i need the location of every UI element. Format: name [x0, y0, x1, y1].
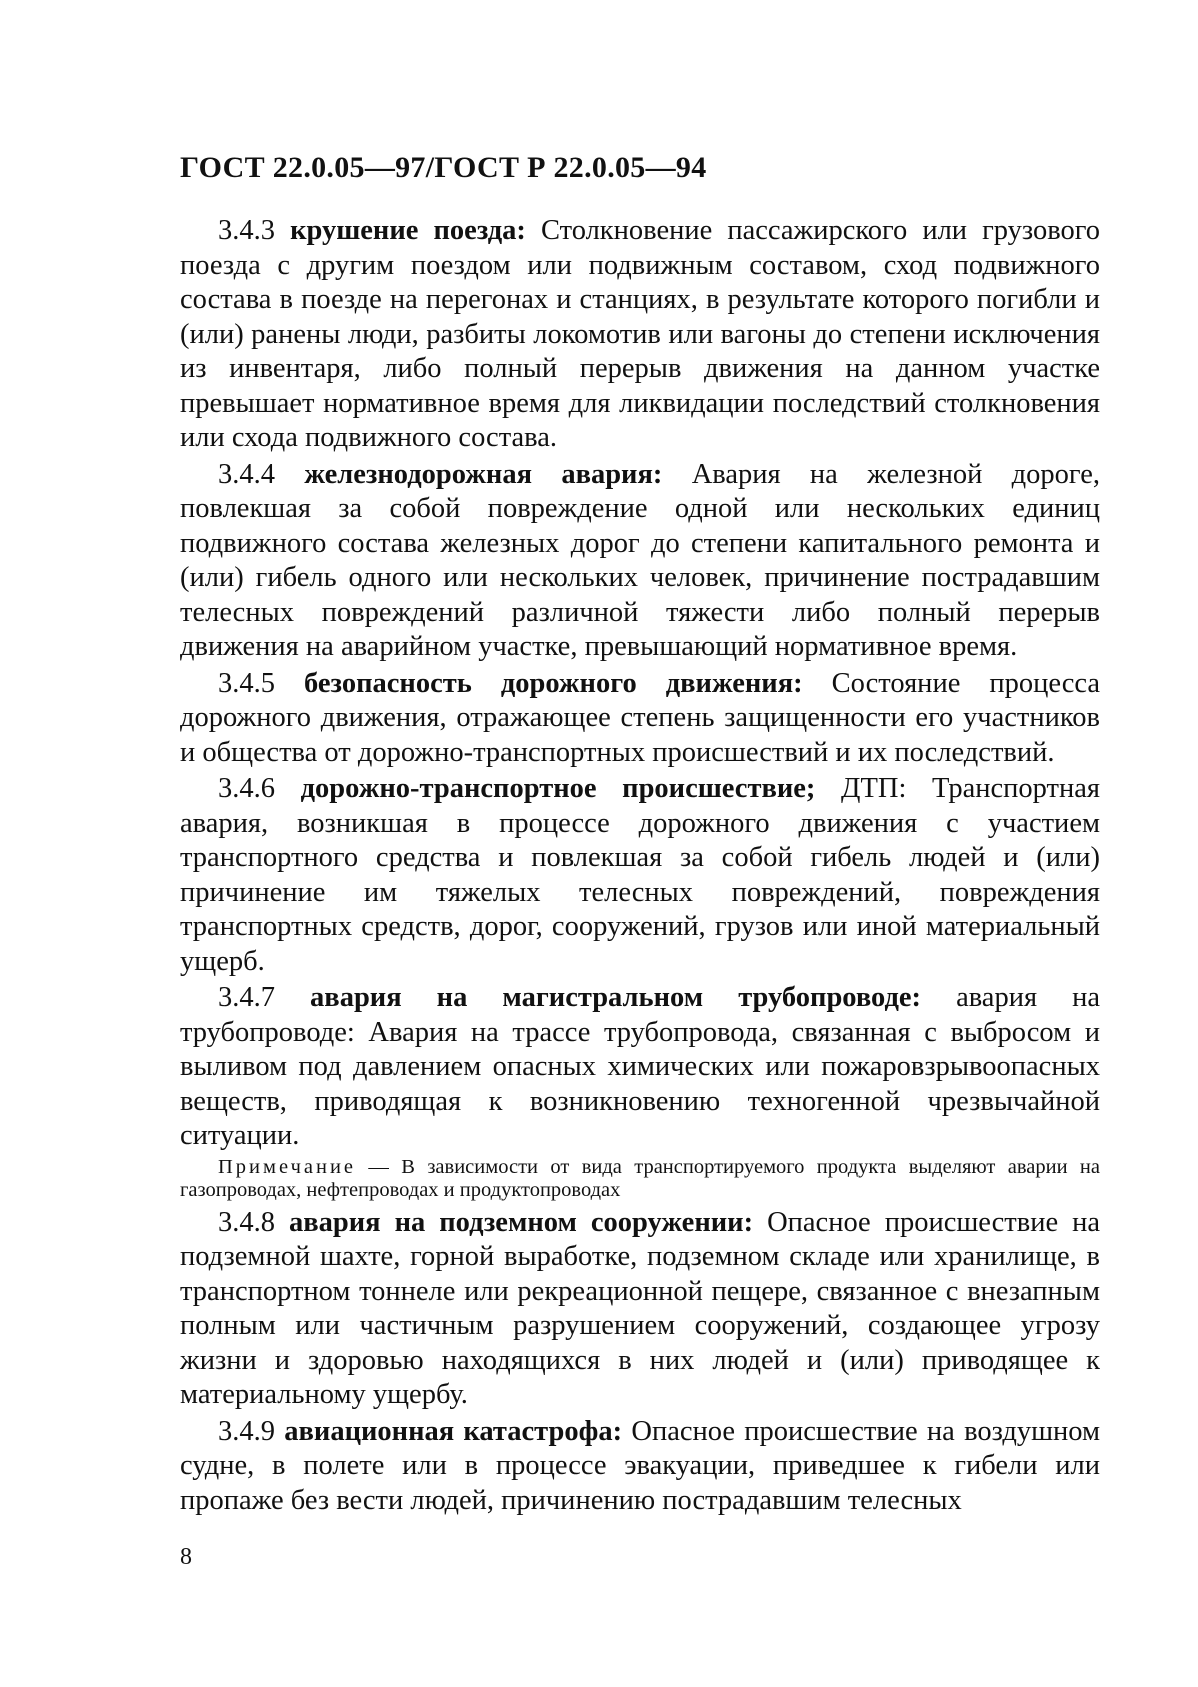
- section-number: 3.4.7: [218, 982, 275, 1013]
- section-term: крушение поезда:: [290, 215, 526, 246]
- document-header: ГОСТ 22.0.05—97/ГОСТ Р 22.0.05—94: [180, 151, 707, 184]
- section-term: безопасность дорожного движения:: [304, 667, 803, 699]
- section-number: 3.4.8: [218, 1206, 275, 1238]
- section-text: ДТП: Транспортная авария, возникшая в процессе дорожного движения с участием транспортного средства и повлекшая за собой гибель людей и (или) причинение им тяжелых телесных повреждений, повреждения транспортных средств, дорог, сооружений, грузов или иной материальный ущерб.: [180, 773, 1100, 977]
- section-3-4-9: [180, 1415, 1100, 1519]
- section-3-4-5: [180, 667, 1100, 771]
- section-3-4-4: [180, 458, 1100, 665]
- section-3-4-3: [180, 214, 1100, 456]
- section-text: Авария на железной дороге, повлекшая за собой повреждение одной или нескольких единиц подвижного состава железных дорог до степени капитального ремонта и (или) гибель одного или нескольких человек, причинение пострадавшим телесных повреждений различной тяжести либо полный перерыв движения на аварийном участке, превышающий нормативное время.: [180, 458, 1100, 662]
- section-text: Столкновение пассажирского или грузового поезда с другим поездом или подвижным составом, сход подвижного состава в поезде на перегонах и станциях, в результате которого погибли и (или) ранены люди, разбиты локомотив или вагоны до степени исключения из инвентаря, либо полный перерыв движения на данном участке превышает нормативное время для ликвидации последствий столкновения или схода подвижного состава.: [180, 215, 1101, 453]
- section-number: 3.4.3: [218, 215, 275, 246]
- section-number: 3.4.9: [218, 1415, 275, 1447]
- section-text: авария на трубопроводе: Авария на трассе трубопровода, связанная с выбросом и выливом под давлением опасных химических или пожаровзрывоопасных веществ, приводящая к возникновению техногенной чрезвычайной ситуации.: [180, 982, 1100, 1151]
- section-3-4-8: [180, 1206, 1100, 1413]
- section-number: 3.4.5: [218, 667, 275, 699]
- section-text: Опасное происшествие на воздушном судне, в полете или в процессе эвакуации, приведшее к гибели или пропаже без вести людей, причинению пострадавшим телесных: [180, 1415, 1101, 1516]
- section-term: железнодорожная авария:: [304, 458, 663, 490]
- section-term: дорожно-транспортное происшествие;: [300, 773, 816, 804]
- section-text: Состояние процесса дорожного движения, отражающее степень защищенности его участников и общества от дорожно-транспортных происшествий и их последствий.: [180, 667, 1101, 768]
- section-term: авария на магистральном трубопроводе:: [310, 982, 922, 1013]
- page-number: 8: [180, 1544, 192, 1570]
- section-number: 3.4.6: [218, 773, 275, 804]
- note: [180, 1156, 1100, 1202]
- section-term: авиационная катастрофа:: [284, 1415, 623, 1447]
- section-3-4-6: [180, 772, 1100, 979]
- section-number: 3.4.4: [218, 458, 275, 490]
- section-term: авария на подземном сооружении:: [289, 1206, 754, 1238]
- note-text: — В зависимости от вида транспортируемого продукта выделяют аварии на газопроводах, нефтепроводах и продуктопроводах: [180, 1155, 1100, 1201]
- section-3-4-7: [180, 981, 1100, 1154]
- document-page: [180, 150, 1100, 1520]
- note-label: Примечание: [218, 1155, 357, 1178]
- section-text: Опасное происшествие на подземной шахте, горной выработке, подземном складе или хранилище, в транспортном тоннеле или рекреационной пещере, связанное с внезапным полным или частичным разрушением сооружений, создающее угрозу жизни и здоровью находящихся в них людей и (или) приводящее к материальному ущербу.: [180, 1206, 1101, 1410]
